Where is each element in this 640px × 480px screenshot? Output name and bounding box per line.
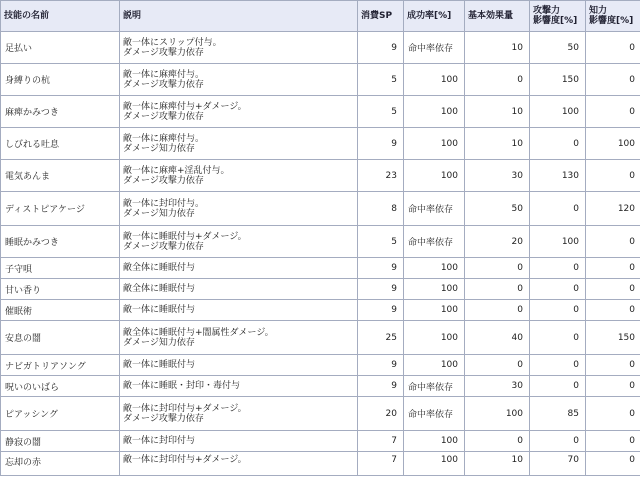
success-rate-cell: 100 [404, 300, 465, 321]
success-rate-cell: 100 [404, 64, 465, 96]
header-intellect-influence-line2: 影響度[%] [589, 16, 634, 26]
skill-description-cell [120, 321, 358, 355]
skill-description-line1: 敵一体に麻痺付与+ダメージ。 [123, 101, 247, 112]
table-row [1, 128, 640, 160]
skill-description-cell [120, 160, 358, 192]
success-rate-cell: 100 [404, 279, 465, 300]
success-rate-cell: 命中率依存 [404, 226, 465, 258]
skill-description-cell [120, 279, 358, 300]
sp-cost-cell: 9 [358, 300, 404, 321]
intellect-influence-cell: 0 [586, 96, 640, 128]
sp-cost-cell: 7 [358, 431, 404, 452]
attack-influence-cell: 0 [530, 355, 586, 376]
sp-cost-cell: 20 [358, 397, 404, 431]
base-effect-cell: 50 [465, 192, 530, 226]
skill-description-cell [120, 32, 358, 64]
attack-influence-cell: 130 [530, 160, 586, 192]
base-effect-cell: 10 [465, 128, 530, 160]
skill-description-line1: 敵一体に封印付与+ダメージ。 [123, 455, 247, 465]
intellect-influence-cell: 0 [586, 279, 640, 300]
base-effect-cell: 100 [465, 397, 530, 431]
sp-cost-cell: 5 [358, 226, 404, 258]
table-row [1, 397, 640, 431]
attack-influence-cell: 0 [530, 279, 586, 300]
intellect-influence-cell: 120 [586, 192, 640, 226]
sp-cost-cell: 9 [358, 258, 404, 279]
intellect-influence-cell: 0 [586, 397, 640, 431]
success-rate-cell: 命中率依存 [404, 397, 465, 431]
intellect-influence-cell: 0 [586, 376, 640, 397]
skill-name-cell: 子守唄 [1, 258, 120, 279]
success-rate-cell: 命中率依存 [404, 32, 465, 64]
skill-description-line2: ダメージ知力依存 [123, 208, 195, 219]
skill-description-cell [120, 226, 358, 258]
skill-description-line1: 敵一体に睡眠付与 [123, 305, 196, 315]
base-effect-cell: 20 [465, 226, 530, 258]
sp-cost-cell: 9 [358, 128, 404, 160]
skill-name-cell: 呪いのいばら [1, 376, 120, 397]
header-attack-influence [530, 1, 586, 32]
intellect-influence-cell: 100 [586, 128, 640, 160]
intellect-influence-cell: 0 [586, 32, 640, 64]
base-effect-cell: 30 [465, 160, 530, 192]
skill-description-line2: ダメージ攻撃力依存 [123, 47, 204, 58]
table-row [1, 300, 640, 321]
skill-description-line2: ダメージ攻撃力依存 [123, 79, 204, 90]
base-effect-cell: 0 [465, 431, 530, 452]
header-success-rate: 成功率[%] [404, 1, 465, 32]
base-effect-cell: 0 [465, 64, 530, 96]
skill-description-cell [120, 128, 358, 160]
skill-description-line1: 敵一体に睡眠・封印・毒付与 [123, 381, 241, 391]
attack-influence-cell: 50 [530, 32, 586, 64]
attack-influence-cell: 150 [530, 64, 586, 96]
base-effect-cell: 0 [465, 300, 530, 321]
skill-name-cell: 甘い香り [1, 279, 120, 300]
intellect-influence-cell: 0 [586, 64, 640, 96]
base-effect-cell: 30 [465, 376, 530, 397]
skill-description-cell [120, 431, 358, 452]
table-row [1, 321, 640, 355]
skill-description-line1: 敵一体に麻痺付与。 [123, 133, 205, 144]
attack-influence-cell: 0 [530, 321, 586, 355]
skill-description-line2: ダメージ攻撃力依存 [123, 111, 204, 122]
success-rate-cell: 命中率依存 [404, 192, 465, 226]
sp-cost-cell: 23 [358, 160, 404, 192]
base-effect-cell: 10 [465, 452, 530, 476]
base-effect-cell: 0 [465, 355, 530, 376]
table-row [1, 355, 640, 376]
attack-influence-cell: 0 [530, 192, 586, 226]
skill-description-line1: 敵一体に封印付与+ダメージ。 [123, 403, 247, 414]
header-intellect-influence [586, 1, 640, 32]
attack-influence-cell: 100 [530, 96, 586, 128]
attack-influence-cell: 85 [530, 397, 586, 431]
skill-description-cell [120, 300, 358, 321]
header-intellect-influence-line1: 知力 [589, 6, 608, 16]
attack-influence-cell: 0 [530, 431, 586, 452]
skill-name-cell: 睡眠かみつき [1, 226, 120, 258]
table-row [1, 96, 640, 128]
sp-cost-cell: 8 [358, 192, 404, 226]
skill-description-cell [120, 192, 358, 226]
skill-description-cell [120, 452, 358, 476]
intellect-influence-cell: 0 [586, 226, 640, 258]
skill-description-line2: ダメージ攻撃力依存 [123, 241, 204, 252]
skill-description-line1: 敵全体に睡眠付与+闇属性ダメージ。 [123, 327, 274, 338]
sp-cost-cell: 25 [358, 321, 404, 355]
header-name: 技能の名前 [1, 1, 120, 32]
table-row [1, 452, 640, 476]
attack-influence-cell: 0 [530, 300, 586, 321]
sp-cost-cell: 9 [358, 32, 404, 64]
intellect-influence-cell: 0 [586, 300, 640, 321]
skill-description-line1: 敵一体に麻痺+淫乱付与。 [123, 165, 230, 176]
header-description: 説明 [120, 1, 358, 32]
intellect-influence-cell: 150 [586, 321, 640, 355]
skill-description-cell [120, 376, 358, 397]
table-row [1, 160, 640, 192]
skill-name-cell: 安息の闇 [1, 321, 120, 355]
table-row [1, 32, 640, 64]
table-row [1, 279, 640, 300]
skill-name-cell: ナビガトリアソング [1, 355, 120, 376]
sp-cost-cell: 5 [358, 64, 404, 96]
skill-description-line1: 敵一体に封印付与。 [123, 198, 205, 209]
sp-cost-cell: 9 [358, 355, 404, 376]
skill-description-cell [120, 64, 358, 96]
success-rate-cell: 100 [404, 355, 465, 376]
skill-description-line1: 敵一体に麻痺付与。 [123, 69, 205, 80]
skill-name-cell: 催眠術 [1, 300, 120, 321]
attack-influence-cell: 0 [530, 376, 586, 397]
table-row [1, 431, 640, 452]
skill-description-line1: 敵全体に睡眠付与 [123, 284, 196, 294]
success-rate-cell: 100 [404, 258, 465, 279]
skill-name-cell: しびれる吐息 [1, 128, 120, 160]
skill-description-line1: 敵全体に睡眠付与 [123, 263, 196, 273]
intellect-influence-cell: 0 [586, 452, 640, 476]
attack-influence-cell: 0 [530, 128, 586, 160]
skill-description-line2: ダメージ攻撃力依存 [123, 413, 204, 424]
sp-cost-cell: 9 [358, 279, 404, 300]
skill-name-cell: 電気あんま [1, 160, 120, 192]
skill-name-cell: 身縛りの杭 [1, 64, 120, 96]
sp-cost-cell: 7 [358, 452, 404, 476]
base-effect-cell: 10 [465, 32, 530, 64]
skill-description-line2: ダメージ知力依存 [123, 143, 195, 154]
skill-description-cell [120, 258, 358, 279]
skill-description-cell [120, 397, 358, 431]
intellect-influence-cell: 0 [586, 258, 640, 279]
base-effect-cell: 0 [465, 258, 530, 279]
skill-description-line1: 敵一体に睡眠付与 [123, 360, 196, 370]
table-row [1, 64, 640, 96]
sp-cost-cell: 5 [358, 96, 404, 128]
skill-description-line2: ダメージ攻撃力依存 [123, 175, 204, 186]
header-base-effect: 基本効果量 [465, 1, 530, 32]
table-row [1, 226, 640, 258]
table-row [1, 192, 640, 226]
base-effect-cell: 0 [465, 279, 530, 300]
header-attack-influence-line2: 影響度[%] [533, 16, 578, 26]
skill-name-cell: 麻痺かみつき [1, 96, 120, 128]
table-header-row [1, 1, 640, 32]
skill-description-line1: 敵一体に封印付与 [123, 436, 196, 446]
base-effect-cell: 10 [465, 96, 530, 128]
base-effect-cell: 40 [465, 321, 530, 355]
skill-name-cell: 静寂の闇 [1, 431, 120, 452]
skill-description-line2: ダメージ知力依存 [123, 337, 195, 348]
skill-name-cell: ディストピアケージ [1, 192, 120, 226]
intellect-influence-cell: 0 [586, 355, 640, 376]
header-sp-cost: 消費SP [358, 1, 404, 32]
success-rate-cell: 100 [404, 160, 465, 192]
attack-influence-cell: 70 [530, 452, 586, 476]
skill-description-line1: 敵一体にスリップ付与。 [123, 37, 222, 48]
header-attack-influence-line1: 攻撃力 [533, 6, 561, 16]
success-rate-cell: 命中率依存 [404, 376, 465, 397]
attack-influence-cell: 100 [530, 226, 586, 258]
attack-influence-cell: 0 [530, 258, 586, 279]
table-row [1, 258, 640, 279]
success-rate-cell: 100 [404, 452, 465, 476]
success-rate-cell: 100 [404, 321, 465, 355]
skill-description-cell [120, 355, 358, 376]
sp-cost-cell: 9 [358, 376, 404, 397]
skill-description-line1: 敵一体に睡眠付与+ダメージ。 [123, 231, 247, 242]
intellect-influence-cell: 0 [586, 160, 640, 192]
intellect-influence-cell: 0 [586, 431, 640, 452]
skill-name-cell: 忘却の赤 [1, 452, 120, 476]
success-rate-cell: 100 [404, 96, 465, 128]
skill-name-cell: 足払い [1, 32, 120, 64]
success-rate-cell: 100 [404, 128, 465, 160]
success-rate-cell: 100 [404, 431, 465, 452]
table-body [1, 32, 640, 476]
skill-description-cell [120, 96, 358, 128]
skill-name-cell: ピアッシング [1, 397, 120, 431]
table-row [1, 376, 640, 397]
